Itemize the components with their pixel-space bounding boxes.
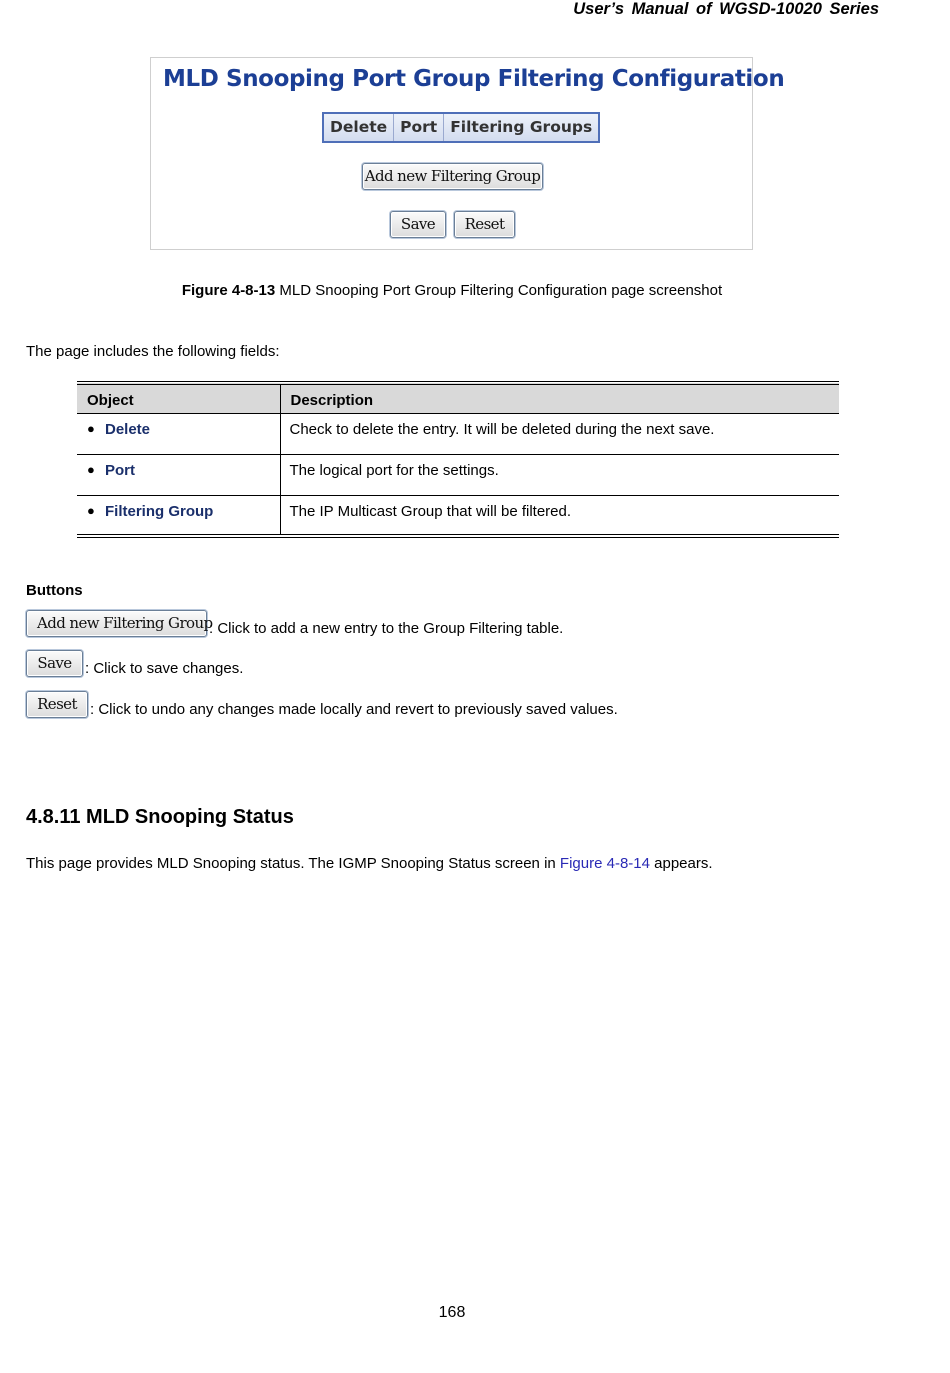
intro-text: The page includes the following fields:	[26, 343, 280, 360]
button-description-text: : Click to add a new entry to the Group Filtering table.	[209, 620, 564, 637]
object-description: The IP Multicast Group that will be filtered.	[280, 495, 839, 536]
figure-caption-text: MLD Snooping Port Group Filtering Configuration page screenshot	[275, 282, 723, 299]
bullet-icon: ●	[87, 420, 95, 436]
buttons-heading: Buttons	[26, 582, 83, 599]
table-row	[77, 454, 839, 495]
section-heading: 4.8.11 MLD Snooping Status	[26, 806, 294, 828]
column-header-filtering-groups: Filtering Groups	[444, 114, 598, 141]
description-column-header: Description	[280, 383, 839, 413]
section-body-text: This page provides MLD Snooping status. The IGMP Snooping Status screen in	[26, 855, 560, 872]
save-button[interactable]: Save	[390, 211, 446, 238]
button-description-add	[26, 610, 563, 637]
screenshot-title: MLD Snooping Port Group Filtering Configuration	[163, 66, 785, 92]
table-header-row	[77, 383, 839, 413]
object-name: Delete	[105, 420, 151, 438]
reset-button[interactable]: Reset	[454, 211, 515, 238]
column-header-port: Port	[394, 114, 444, 141]
bullet-icon: ●	[87, 502, 95, 518]
object-column-header: Object	[77, 383, 280, 413]
figure-link[interactable]: Figure 4-8-14	[559, 855, 650, 872]
add-new-filtering-group-button-sample[interactable]: Add new Filtering Group	[26, 610, 207, 637]
button-description-save	[26, 650, 243, 677]
object-description: The logical port for the settings.	[280, 454, 839, 495]
reset-button-sample[interactable]: Reset	[26, 691, 88, 718]
running-header: User’s Manual of WGSD-10020 Series	[573, 0, 879, 18]
screenshot-figure	[150, 57, 785, 250]
filtering-table-header	[322, 112, 600, 143]
object-description: Check to delete the entry. It will be deleted during the next save.	[280, 413, 839, 454]
table-row	[77, 495, 839, 536]
fields-table	[77, 381, 839, 538]
section-body	[26, 855, 713, 872]
object-name: Filtering Group	[105, 502, 214, 520]
figure-label: Figure 4-8-13	[181, 282, 276, 299]
bullet-icon: ●	[87, 461, 95, 477]
figure-caption	[0, 282, 904, 299]
table-row	[77, 413, 839, 454]
column-header-delete: Delete	[324, 114, 394, 141]
save-button-sample[interactable]: Save	[26, 650, 83, 677]
button-description-text: : Click to undo any changes made locally and revert to previously saved values.	[90, 701, 618, 718]
page-number: 168	[438, 1304, 466, 1321]
object-name: Port	[105, 461, 135, 479]
button-description-text: : Click to save changes.	[85, 660, 244, 677]
button-description-reset	[26, 691, 618, 718]
section-body-text-end: appears.	[649, 855, 713, 872]
add-new-filtering-group-button[interactable]: Add new Filtering Group	[362, 163, 543, 190]
